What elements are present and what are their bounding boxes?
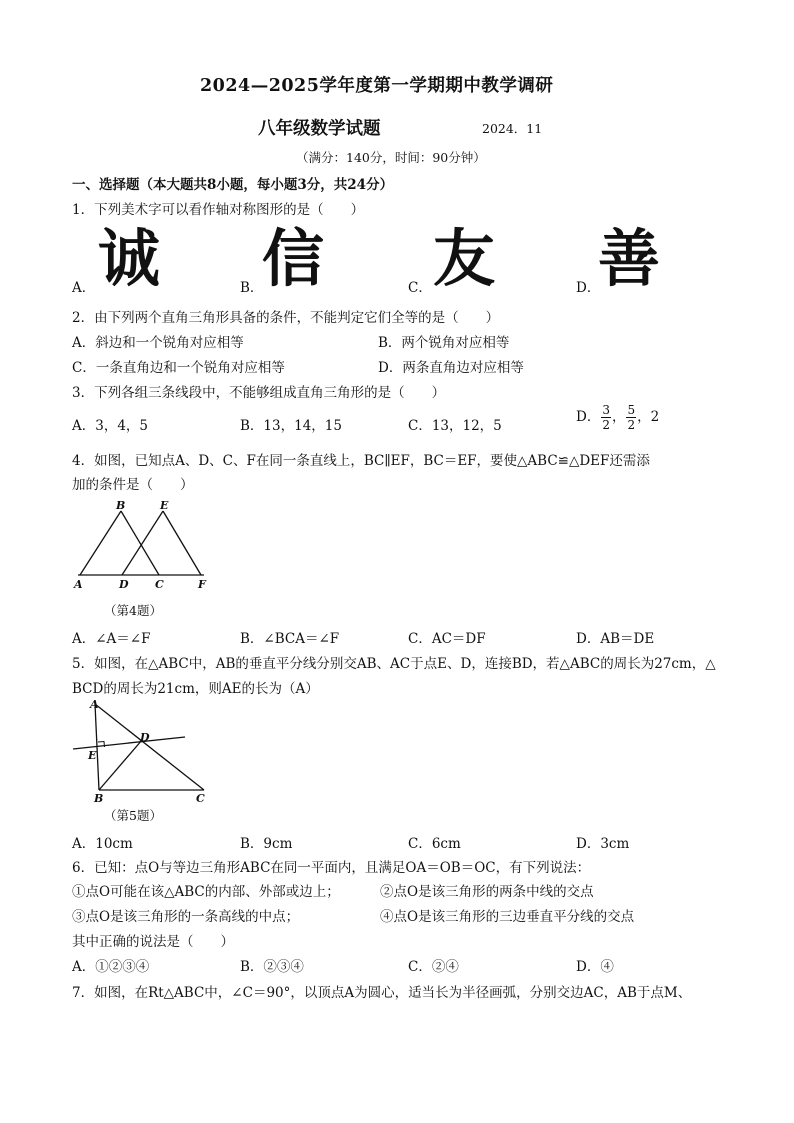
q4-stem-line2: 加的条件是（ ） [72, 477, 194, 493]
q2-stem: 2．由下列两个直角三角形具备的条件，不能判定它们全等的是（ ） [72, 310, 500, 326]
fraction-five-halves: $\frac{5}{2}$ [627, 403, 636, 432]
q5-option-b: B．9cm [240, 836, 293, 852]
q6-option-c: C．②④ [408, 959, 459, 975]
point-label-b: B [94, 792, 104, 804]
q5-caption: （第5题） [104, 808, 162, 823]
q2-option-c: C．一条直角边和一个锐角对应相等 [72, 360, 285, 376]
q4-figure [70, 495, 220, 593]
section-title: 一、选择题（本大题共8小题，每小题3分，共24分） [72, 177, 394, 193]
q1-option-b-label: B． [240, 280, 264, 296]
q1-option-c-label: C． [408, 280, 432, 296]
q6-statement-3: ③点O是该三角形的一条高线的中点； [72, 909, 300, 925]
q1-option-d-label: D． [576, 280, 601, 296]
point-label-d: D [140, 731, 150, 744]
q7-stem: 7．如图，在Rt△ABC中，∠C＝90°，以顶点A为圆心，适当长为半径画弧，分别交边AC，AB于点M、 [72, 985, 692, 1001]
q3-option-b: B．13，14，15 [240, 418, 342, 434]
point-label-e: E [160, 499, 169, 512]
q4-caption: （第4题） [104, 603, 162, 618]
q2-option-b: B．两个锐角对应相等 [378, 335, 510, 351]
q5-option-d: D．3cm [576, 836, 630, 852]
point-label-f: F [198, 578, 206, 591]
q3-option-a: A．3，4，5 [72, 418, 149, 434]
segment-ef [163, 511, 201, 575]
q4-stem-line1: 4．如图，已知点A、D、C、F在同一条直线上，BC∥EF，BC＝EF，要使△ABC≌△DEF还需添 [72, 453, 650, 469]
q4-option-a: A．∠A＝∠F [72, 631, 151, 647]
q6-statement-4: ④点O是该三角形的三边垂直平分线的交点 [380, 909, 635, 925]
q3-option-c: C．13，12，5 [408, 418, 502, 434]
q1-stem: 1．下列美术字可以看作轴对称图形的是（ ） [72, 202, 365, 218]
segment-bd [99, 740, 142, 790]
q1-option-a-label: A． [72, 280, 96, 296]
q1-option-d-char: 善 [598, 222, 661, 295]
q1-option-a-char: 诚 [98, 222, 161, 295]
q6-ask: 其中正确的说法是（ ） [72, 934, 234, 950]
point-label-c: C [196, 792, 205, 804]
fraction-three-halves: $\frac{3}{2}$ [602, 403, 610, 432]
segment-ab [80, 511, 121, 575]
perpendicular-bisector [73, 737, 185, 749]
point-label-a: A [74, 578, 83, 591]
q5-option-a: A．10cm [72, 836, 133, 852]
exam-meta: （满分：140分，时间：90分钟） [296, 150, 486, 165]
segment-de [122, 511, 163, 575]
point-label-c: C [155, 578, 164, 591]
q5-figure [68, 696, 213, 804]
q6-statement-1: ①点O可能在该△ABC的内部、外部或边上； [72, 884, 340, 900]
q4-option-d: D．AB＝DE [576, 631, 655, 647]
q6-stem: 6．已知：点O与等边三角形ABC在同一平面内，且满足OA＝OB＝OC，有下列说法： [72, 860, 591, 876]
point-label-a: A [90, 698, 99, 711]
q2-option-a: A．斜边和一个锐角对应相等 [72, 335, 244, 351]
q5-option-c: C．6cm [408, 836, 461, 852]
exam-subtitle: 八年级数学试题 [258, 119, 381, 139]
q1-option-b-char: 信 [262, 222, 325, 295]
q4-option-b: B．∠BCA＝∠F [240, 631, 340, 647]
segment-bc [121, 511, 159, 575]
q5-stem-line2: BCD的周长为21cm，则AE的长为（A） [72, 681, 319, 697]
q6-option-d: D．④ [576, 959, 614, 975]
segment-ac [95, 704, 204, 790]
q6-option-a: A．①②③④ [72, 959, 150, 975]
exam-title: 2024—2025学年度第一学期期中教学调研 [200, 76, 554, 96]
q1-option-c-char: 友 [433, 222, 496, 295]
q3-stem: 3．下列各组三条线段中，不能够组成直角三角形的是（ ） [72, 385, 446, 401]
q6-statement-2: ②点O是该三角形的两条中线的交点 [380, 884, 594, 900]
q3-option-d-label: D． [576, 409, 601, 425]
q5-stem-line1: 5．如图，在△ABC中，AB的垂直平分线分别交AB、AC于点E、D，连接BD，若△ABC的周长为27cm，△ [72, 656, 716, 672]
q3-option-d: D． $\frac{3}{2}$ ， $\frac{5}{2}$ ，2 [576, 403, 660, 432]
point-label-d: D [119, 578, 129, 591]
q6-option-b: B．②③④ [240, 959, 304, 975]
q4-option-c: C．AC＝DF [408, 631, 486, 647]
exam-date: 2024．11 [482, 121, 543, 136]
point-label-b: B [116, 499, 126, 512]
q2-option-d: D．两条直角边对应相等 [378, 360, 524, 376]
point-label-e: E [88, 749, 97, 762]
